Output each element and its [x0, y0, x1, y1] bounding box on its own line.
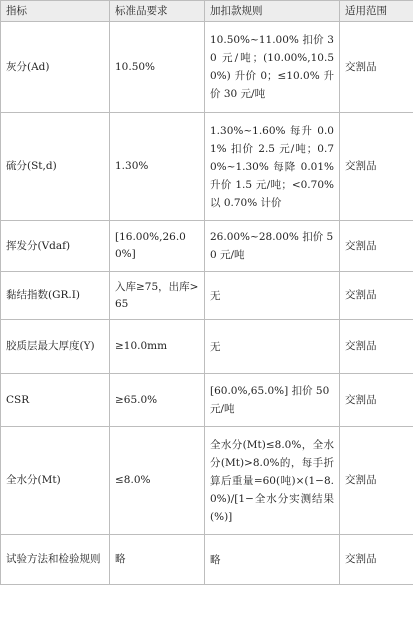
cell-scope: 交割品	[340, 320, 413, 374]
header-standard: 标准品要求	[110, 1, 205, 22]
table-row	[1, 535, 413, 585]
cell-indicator: 灰分(Ad)	[1, 22, 110, 113]
cell-standard: [16.00%,26.00%]	[110, 221, 205, 272]
table-row	[1, 427, 413, 535]
table-row	[1, 22, 413, 113]
cell-indicator: CSR	[1, 374, 110, 427]
cell-scope: 交割品	[340, 221, 413, 272]
table-row	[1, 113, 413, 221]
cell-rule: [60.0%,65.0%] 扣价 50 元/吨	[205, 374, 340, 427]
cell-rule: 全水分(Mt)≤8.0%，全水分(Mt)>8.0%的，每手折算后重量=60(吨)×(1−8.0%)/[1−全水分实测结果(%)]	[205, 427, 340, 535]
cell-indicator: 胶质层最大厚度(Y)	[1, 320, 110, 374]
table-row	[1, 374, 413, 427]
cell-scope: 交割品	[340, 113, 413, 221]
cell-rule: 略	[205, 535, 340, 585]
cell-standard: 1.30%	[110, 113, 205, 221]
header-indicator: 指标	[1, 1, 110, 22]
header-row	[1, 1, 413, 22]
cell-standard: ≥65.0%	[110, 374, 205, 427]
cell-scope: 交割品	[340, 535, 413, 585]
cell-rule: 26.00%~28.00% 扣价 50 元/吨	[205, 221, 340, 272]
header-rule: 加扣款规则	[205, 1, 340, 22]
cell-standard: 入库≥75，出库>65	[110, 272, 205, 320]
cell-standard: 略	[110, 535, 205, 585]
table-row	[1, 221, 413, 272]
header-scope: 适用范围	[340, 1, 413, 22]
cell-rule: 1.30%~1.60% 每升 0.01% 扣价 2.5 元/吨；0.70%~1.30% 每降 0.01% 升价 1.5 元/吨；<0.70% 以 0.70% 计价	[205, 113, 340, 221]
cell-indicator: 挥发分(Vdaf)	[1, 221, 110, 272]
cell-rule: 10.50%~11.00% 扣价 30 元/吨；(10.00%,10.50%) 升价 0；≤10.0% 升价 30 元/吨	[205, 22, 340, 113]
cell-scope: 交割品	[340, 374, 413, 427]
cell-scope: 交割品	[340, 272, 413, 320]
cell-indicator: 硫分(St,d)	[1, 113, 110, 221]
cell-standard: ≤8.0%	[110, 427, 205, 535]
cell-rule: 无	[205, 320, 340, 374]
table-row	[1, 320, 413, 374]
cell-standard: 10.50%	[110, 22, 205, 113]
cell-indicator: 黏结指数(GR.I)	[1, 272, 110, 320]
cell-indicator: 试验方法和检验规则	[1, 535, 110, 585]
table-row	[1, 272, 413, 320]
cell-scope: 交割品	[340, 427, 413, 535]
cell-rule: 无	[205, 272, 340, 320]
cell-standard: ≥10.0mm	[110, 320, 205, 374]
cell-scope: 交割品	[340, 22, 413, 113]
cell-indicator: 全水分(Mt)	[1, 427, 110, 535]
